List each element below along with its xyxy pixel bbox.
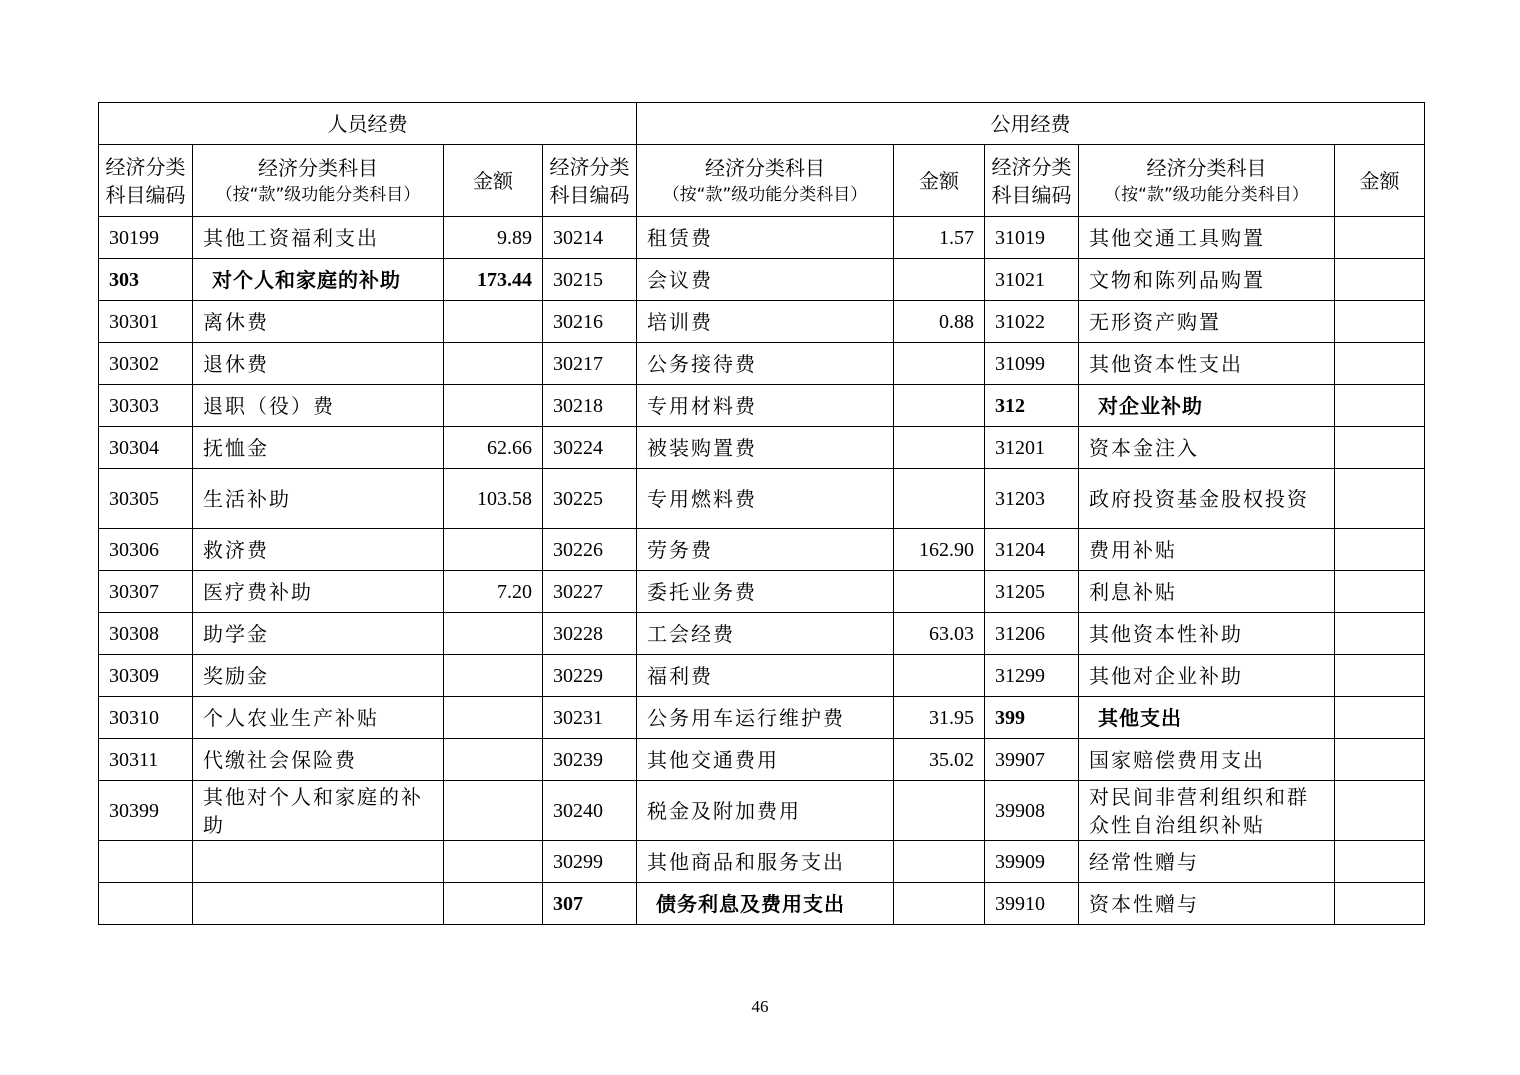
amount-cell: 7.20	[444, 571, 543, 613]
amount-cell	[1335, 697, 1425, 739]
table-row	[99, 259, 1425, 301]
table-row	[99, 427, 1425, 469]
table-row	[99, 343, 1425, 385]
amount-cell: 9.89	[444, 217, 543, 259]
subject-cell: 费用补贴	[1079, 529, 1335, 571]
amount-cell	[1335, 781, 1425, 841]
amount-cell: 103.58	[444, 469, 543, 529]
code-cell: 31204	[985, 529, 1079, 571]
table-row	[99, 883, 1425, 925]
column-header-row	[99, 145, 1425, 217]
subject-cell: 公务接待费	[637, 343, 894, 385]
amount-cell: 35.02	[894, 739, 985, 781]
amount-cell	[1335, 343, 1425, 385]
code-cell: 30231	[543, 697, 637, 739]
amount-cell	[444, 841, 543, 883]
code-cell: 31022	[985, 301, 1079, 343]
amount-cell	[894, 469, 985, 529]
amount-cell	[1335, 739, 1425, 781]
code-cell: 31299	[985, 655, 1079, 697]
code-cell: 30229	[543, 655, 637, 697]
table-row	[99, 739, 1425, 781]
code-cell: 30299	[543, 841, 637, 883]
amount-cell	[1335, 385, 1425, 427]
amount-cell	[894, 781, 985, 841]
amount-cell	[444, 385, 543, 427]
subject-cell: 生活补助	[193, 469, 444, 529]
code-cell: 39910	[985, 883, 1079, 925]
code-cell: 30199	[99, 217, 193, 259]
subject-cell: 对企业补助	[1079, 385, 1335, 427]
subject-cell: 专用材料费	[637, 385, 894, 427]
table-row	[99, 781, 1425, 841]
subject-cell: 代缴社会保险费	[193, 739, 444, 781]
code-cell: 399	[985, 697, 1079, 739]
code-cell: 30240	[543, 781, 637, 841]
table-row	[99, 469, 1425, 529]
amount-cell	[894, 427, 985, 469]
amount-cell: 31.95	[894, 697, 985, 739]
code-cell: 31203	[985, 469, 1079, 529]
subject-cell: 其他交通费用	[637, 739, 894, 781]
amount-cell	[1335, 301, 1425, 343]
amount-cell	[444, 343, 543, 385]
amount-cell	[894, 385, 985, 427]
code-cell	[99, 841, 193, 883]
subject-cell: 被装购置费	[637, 427, 894, 469]
amount-cell	[1335, 655, 1425, 697]
amount-cell	[444, 529, 543, 571]
subject-cell	[193, 883, 444, 925]
amount-cell	[444, 781, 543, 841]
code-header: 经济分类 科目编码	[99, 145, 193, 217]
amount-cell: 63.03	[894, 613, 985, 655]
subject-cell: 抚恤金	[193, 427, 444, 469]
code-header: 经济分类 科目编码	[985, 145, 1079, 217]
subject-cell: 其他资本性支出	[1079, 343, 1335, 385]
subject-cell: 退休费	[193, 343, 444, 385]
code-cell: 30305	[99, 469, 193, 529]
code-cell: 31201	[985, 427, 1079, 469]
subject-cell: 奖励金	[193, 655, 444, 697]
code-cell: 30310	[99, 697, 193, 739]
code-cell: 30301	[99, 301, 193, 343]
subject-cell: 资本性赠与	[1079, 883, 1335, 925]
amount-cell: 1.57	[894, 217, 985, 259]
subject-cell: 文物和陈列品购置	[1079, 259, 1335, 301]
subject-cell: 退职（役）费	[193, 385, 444, 427]
amount-cell	[1335, 427, 1425, 469]
subject-cell: 资本金注入	[1079, 427, 1335, 469]
table-row	[99, 613, 1425, 655]
amount-cell	[1335, 259, 1425, 301]
subject-cell: 其他资本性补助	[1079, 613, 1335, 655]
amount-cell	[894, 343, 985, 385]
subject-cell	[193, 841, 444, 883]
code-cell: 30217	[543, 343, 637, 385]
subject-cell: 其他交通工具购置	[1079, 217, 1335, 259]
code-cell: 30215	[543, 259, 637, 301]
code-cell: 39908	[985, 781, 1079, 841]
subject-cell: 助学金	[193, 613, 444, 655]
table-row	[99, 217, 1425, 259]
subject-cell: 福利费	[637, 655, 894, 697]
amount-cell	[444, 883, 543, 925]
subject-cell: 利息补贴	[1079, 571, 1335, 613]
amount-header: 金额	[1335, 145, 1425, 217]
subject-cell: 租赁费	[637, 217, 894, 259]
amount-cell	[1335, 883, 1425, 925]
budget-table	[98, 102, 1425, 925]
subject-cell: 会议费	[637, 259, 894, 301]
subject-cell: 培训费	[637, 301, 894, 343]
subject-cell: 委托业务费	[637, 571, 894, 613]
code-cell: 30216	[543, 301, 637, 343]
code-cell: 30239	[543, 739, 637, 781]
subject-cell: 医疗费补助	[193, 571, 444, 613]
table-row	[99, 841, 1425, 883]
subject-cell: 税金及附加费用	[637, 781, 894, 841]
code-cell: 307	[543, 883, 637, 925]
amount-cell	[894, 655, 985, 697]
subject-cell: 政府投资基金股权投资	[1079, 469, 1335, 529]
amount-cell	[444, 613, 543, 655]
public-header: 公用经费	[637, 103, 1425, 145]
code-cell: 30304	[99, 427, 193, 469]
amount-cell	[1335, 613, 1425, 655]
amount-cell: 173.44	[444, 259, 543, 301]
code-cell: 31099	[985, 343, 1079, 385]
code-cell: 30311	[99, 739, 193, 781]
subject-cell: 经常性赠与	[1079, 841, 1335, 883]
code-cell: 31019	[985, 217, 1079, 259]
amount-header: 金额	[894, 145, 985, 217]
code-cell: 30224	[543, 427, 637, 469]
amount-cell	[444, 739, 543, 781]
page-number: 46	[751, 997, 769, 1016]
subject-cell: 国家赔偿费用支出	[1079, 739, 1335, 781]
subject-cell: 无形资产购置	[1079, 301, 1335, 343]
subject-cell: 债务利息及费用支出	[637, 883, 894, 925]
code-cell: 30218	[543, 385, 637, 427]
code-cell: 39909	[985, 841, 1079, 883]
amount-cell	[894, 259, 985, 301]
subject-cell: 其他对企业补助	[1079, 655, 1335, 697]
amount-cell	[444, 301, 543, 343]
section-header-row	[99, 103, 1425, 145]
subject-cell: 对民间非营利组织和群众性自治组织补贴	[1079, 781, 1335, 841]
amount-header: 金额	[444, 145, 543, 217]
subject-cell: 个人农业生产补贴	[193, 697, 444, 739]
table-row	[99, 655, 1425, 697]
personnel-header: 人员经费	[99, 103, 637, 145]
amount-cell	[1335, 841, 1425, 883]
amount-cell	[444, 655, 543, 697]
amount-cell	[894, 883, 985, 925]
subject-cell: 工会经费	[637, 613, 894, 655]
table-row	[99, 301, 1425, 343]
code-cell	[99, 883, 193, 925]
amount-cell	[1335, 217, 1425, 259]
code-cell: 30225	[543, 469, 637, 529]
amount-cell	[894, 841, 985, 883]
code-cell: 30399	[99, 781, 193, 841]
subject-cell: 其他支出	[1079, 697, 1335, 739]
amount-cell	[1335, 571, 1425, 613]
table-row	[99, 529, 1425, 571]
code-cell: 30307	[99, 571, 193, 613]
table-row	[99, 571, 1425, 613]
amount-cell	[894, 571, 985, 613]
code-cell: 30306	[99, 529, 193, 571]
subject-header: 经济分类科目 （按“款”级功能分类科目）	[193, 145, 444, 217]
code-cell: 30226	[543, 529, 637, 571]
code-cell: 39907	[985, 739, 1079, 781]
subject-cell: 其他商品和服务支出	[637, 841, 894, 883]
code-cell: 303	[99, 259, 193, 301]
amount-cell: 162.90	[894, 529, 985, 571]
subject-cell: 其他对个人和家庭的补助	[193, 781, 444, 841]
subject-cell: 对个人和家庭的补助	[193, 259, 444, 301]
code-cell: 30309	[99, 655, 193, 697]
code-cell: 312	[985, 385, 1079, 427]
table-row	[99, 697, 1425, 739]
amount-cell: 62.66	[444, 427, 543, 469]
subject-cell: 专用燃料费	[637, 469, 894, 529]
amount-cell	[1335, 469, 1425, 529]
code-cell: 30303	[99, 385, 193, 427]
code-cell: 31021	[985, 259, 1079, 301]
subject-cell: 公务用车运行维护费	[637, 697, 894, 739]
amount-cell	[444, 697, 543, 739]
code-cell: 30302	[99, 343, 193, 385]
subject-cell: 离休费	[193, 301, 444, 343]
code-cell: 30227	[543, 571, 637, 613]
code-cell: 30214	[543, 217, 637, 259]
code-cell: 31206	[985, 613, 1079, 655]
code-cell: 30228	[543, 613, 637, 655]
amount-cell: 0.88	[894, 301, 985, 343]
code-header: 经济分类 科目编码	[543, 145, 637, 217]
subject-header: 经济分类科目 （按“款”级功能分类科目）	[637, 145, 894, 217]
subject-cell: 救济费	[193, 529, 444, 571]
subject-header: 经济分类科目 （按“款”级功能分类科目）	[1079, 145, 1335, 217]
code-cell: 30308	[99, 613, 193, 655]
subject-cell: 劳务费	[637, 529, 894, 571]
table-row	[99, 385, 1425, 427]
code-cell: 31205	[985, 571, 1079, 613]
amount-cell	[1335, 529, 1425, 571]
subject-cell: 其他工资福利支出	[193, 217, 444, 259]
